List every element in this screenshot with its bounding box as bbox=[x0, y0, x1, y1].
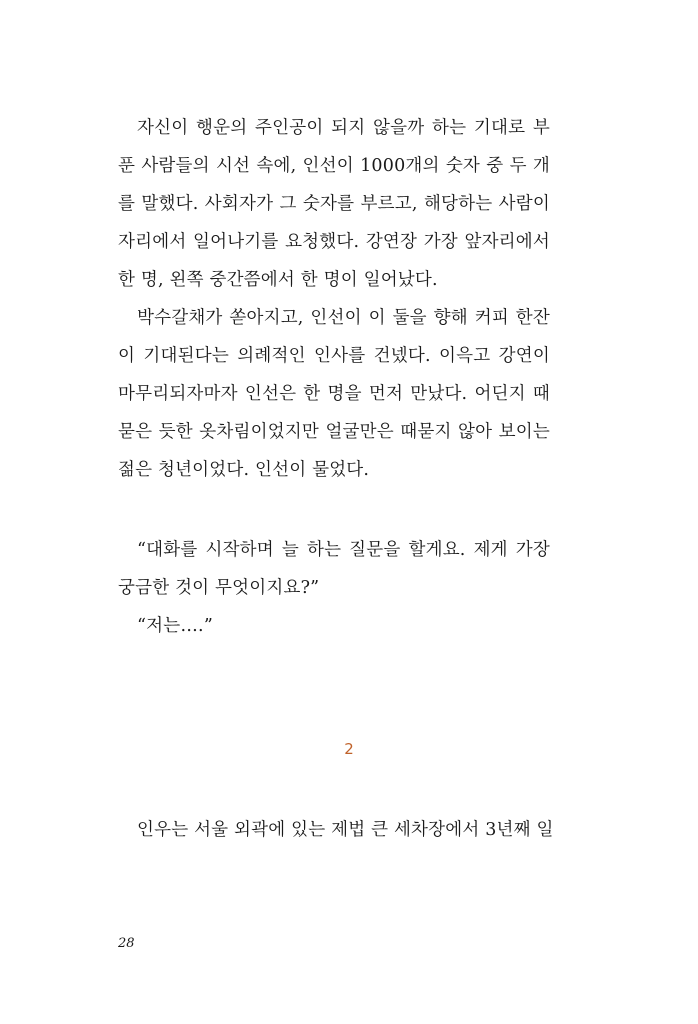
page-number: 28 bbox=[118, 936, 135, 951]
text-line: 이 기대된다는 의례적인 인사를 건넸다. 이윽고 강연이 bbox=[118, 346, 550, 366]
text-line: 마무리되자마자 인선은 한 명을 먼저 만났다. 어딘지 때 bbox=[118, 384, 550, 404]
text-line: 푼 사람들의 시선 속에, 인선이 1000개의 숫자 중 두 개 bbox=[118, 156, 550, 176]
text-line: 한 명, 왼쪽 중간쯤에서 한 명이 일어났다. bbox=[118, 270, 438, 290]
text-line: 박수갈채가 쏟아지고, 인선이 이 둘을 향해 커피 한잔 bbox=[137, 308, 550, 328]
text-line: “저는….” bbox=[137, 616, 213, 636]
text-line: “대화를 시작하며 늘 하는 질문을 할게요. 제게 가장 bbox=[137, 540, 550, 560]
text-line: 를 말했다. 사회자가 그 숫자를 부르고, 해당하는 사람이 bbox=[118, 194, 550, 214]
text-line: 자리에서 일어나기를 요청했다. 강연장 가장 앞자리에서 bbox=[118, 232, 550, 252]
text-line: 인우는 서울 외곽에 있는 제법 큰 세차장에서 3년째 일 bbox=[137, 820, 554, 840]
text-line: 젊은 청년이었다. 인선이 물었다. bbox=[118, 460, 370, 480]
text-line: 묻은 듯한 옷차림이었지만 얼굴만은 때묻지 않아 보이는 bbox=[118, 422, 550, 442]
text-line: 궁금한 것이 무엇이지요?” bbox=[118, 578, 320, 598]
text-line: 자신이 행운의 주인공이 되지 않을까 하는 기대로 부 bbox=[137, 118, 550, 138]
section-number: 2 bbox=[344, 740, 354, 758]
